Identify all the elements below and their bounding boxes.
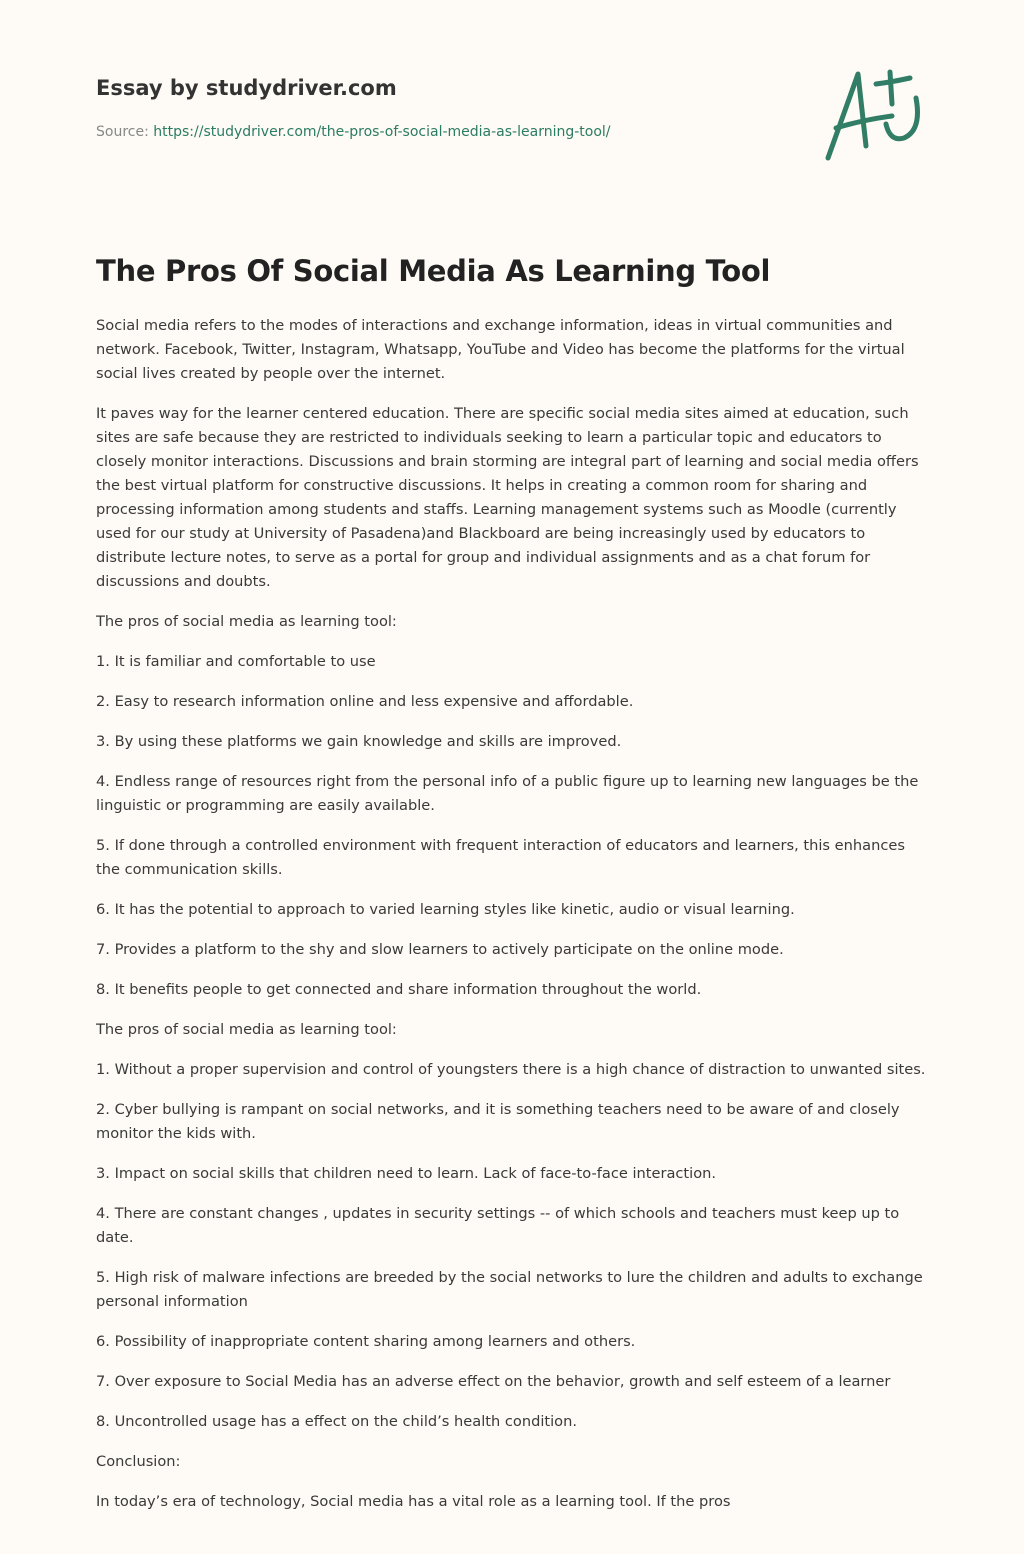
paragraph: 8. Uncontrolled usage has a effect on the child’s health condition. bbox=[96, 1413, 577, 1430]
essay-body bbox=[96, 314, 928, 1530]
a-plus-logo-icon bbox=[822, 68, 928, 164]
paragraph: 3. By using these platforms we gain knowledge and skills are improved. bbox=[96, 733, 622, 750]
paragraph: 4. There are constant changes , updates in security settings -- of which schools and teachers must keep up to date. bbox=[96, 1205, 900, 1246]
paragraph: 2. Easy to research information online and less expensive and affordable. bbox=[96, 693, 634, 710]
paragraph: 4. Endless range of resources right from the personal info of a public figure up to learning new languages be the linguistic or programming are easily available. bbox=[96, 773, 919, 814]
paragraph: 5. High risk of malware infections are breeded by the social networks to lure the children and adults to exchange personal information bbox=[96, 1269, 923, 1310]
paragraph: 7. Over exposure to Social Media has an adverse effect on the behavior, growth and self esteem of a learner bbox=[96, 1373, 891, 1390]
site-brand: Essay by studydriver.com bbox=[96, 76, 397, 100]
paragraph: 7. Provides a platform to the shy and slow learners to actively participate on the online mode. bbox=[96, 941, 784, 958]
source-label: Source: bbox=[96, 124, 154, 140]
paragraph: The pros of social media as learning tool: bbox=[96, 1021, 397, 1038]
paragraph: It paves way for the learner centered education. There are specific social media sites aimed at education, such sites are safe because they are restricted to individuals seeking to learn a particular topic and educators to closely monitor interactions. Discussions and brain storming are integral part of learning and social media offers the best virtual platform for constructive discussions. It helps in creating a common room for sharing and processing information among students and staffs. Learning management systems such as Moodle (currently used for our study at University of Pasadena)and Blackboard are being increasingly used by educators to distribute lecture notes, to serve as a portal for group and individual assignments and as a chat forum for discussions and doubts. bbox=[96, 405, 919, 590]
source-line bbox=[96, 124, 611, 140]
paragraph: 1. It is familiar and comfortable to use bbox=[96, 653, 376, 670]
paragraph: 2. Cyber bullying is rampant on social networks, and it is something teachers need to be aware of and closely monitor the kids with. bbox=[96, 1101, 900, 1142]
paragraph: Social media refers to the modes of interactions and exchange information, ideas in virtual communities and network. Facebook, Twitter, Instagram, Whatsapp, YouTube and Video has become the platforms for the virtual social lives created by people over the internet. bbox=[96, 317, 905, 382]
paragraph: 6. It has the potential to approach to varied learning styles like kinetic, audio or visual learning. bbox=[96, 901, 795, 918]
paragraph: The pros of social media as learning tool: bbox=[96, 613, 397, 630]
paragraph: Conclusion: bbox=[96, 1453, 181, 1470]
paragraph: 3. Impact on social skills that children need to learn. Lack of face-to-face interaction. bbox=[96, 1165, 717, 1182]
paragraph: 6. Possibility of inappropriate content sharing among learners and others. bbox=[96, 1333, 636, 1350]
essay-title: The Pros Of Social Media As Learning Tool bbox=[96, 254, 771, 288]
paragraph: 1. Without a proper supervision and control of youngsters there is a high chance of distraction to unwanted sites. bbox=[96, 1061, 926, 1078]
paragraph: In today’s era of technology, Social media has a vital role as a learning tool. If the pros bbox=[96, 1493, 731, 1510]
paragraph: 8. It benefits people to get connected and share information throughout the world. bbox=[96, 981, 702, 998]
paragraph: 5. If done through a controlled environment with frequent interaction of educators and learners, this enhances the communication skills. bbox=[96, 837, 905, 878]
source-link[interactable]: https://studydriver.com/the-pros-of-social-media-as-learning-tool/ bbox=[153, 124, 611, 140]
